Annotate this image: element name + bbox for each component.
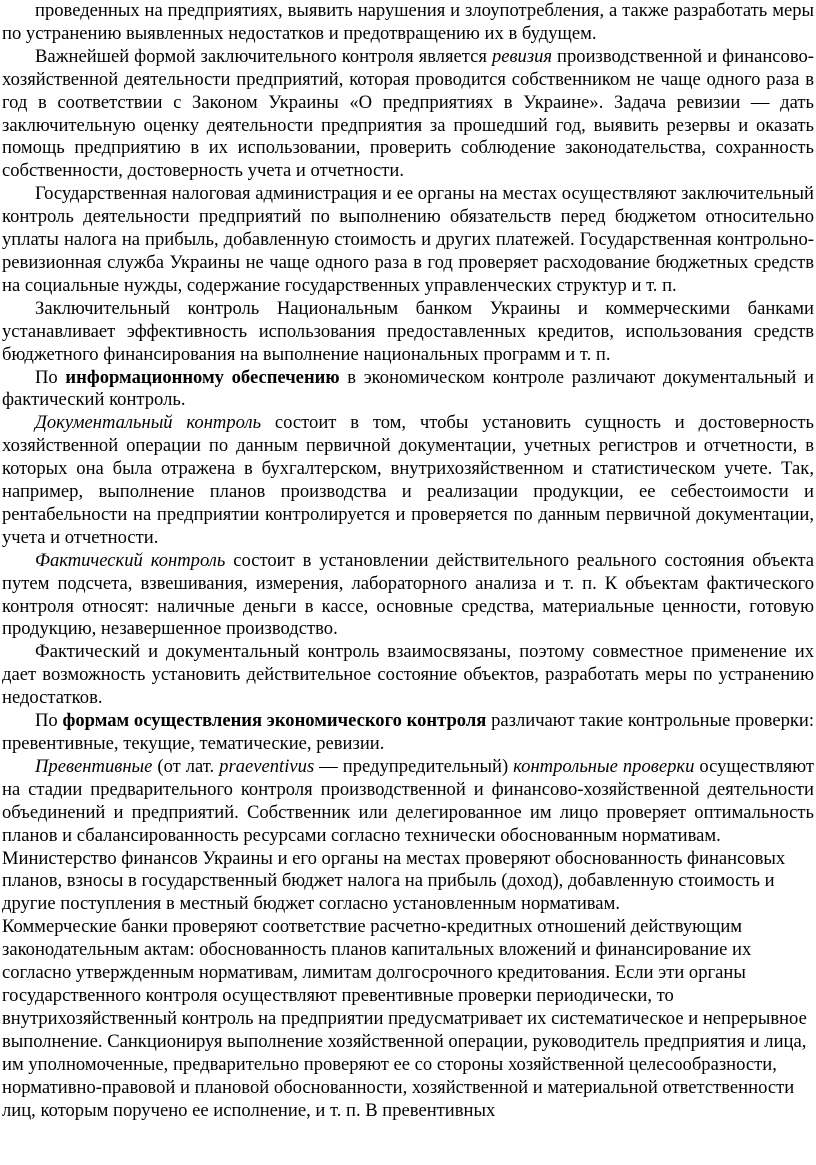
text-run: состоит в том, чтобы установить сущность и достоверность хозяйственной операции по данным первичной документации, учетных регистров и отчетности, в которых она была отражена в бухгалтерском, внутрихозяйственном и статистическом учете. Так, например, выполнение планов производства и реализации продукции, ее себестоимости и рентабельности на предприятии контролируется и проверяется по данным первичной документации, учета и отчетности. [2, 412, 814, 548]
paragraph-p8 [2, 710, 814, 756]
text-run: По [35, 710, 63, 732]
paragraph-p2 [2, 183, 814, 298]
text-run: Фактический и документальный контроль взаимосвязаны, поэтому совместное применение их дает возможность установить действительное состояние объектов, разработать меры по устранению недостатков. [2, 641, 814, 709]
italic-text-run: Фактический контроль [35, 549, 226, 571]
text-run: осуществляют на стадии предварительного контроля производственной и финансово-хозяйственной деятельности объединений и предприятий. Собственник или делегированное им лицо проверяет оптимальность планов и сбалансированность ресурсами согласно технически обоснованным нормативам. [2, 755, 814, 846]
paragraph-p3 [2, 298, 814, 367]
text-run: состоит в установлении действительного реального состояния объекта путем подсчета, взвешивания, измерения, лабораторного анализа и т. п. К объектам фактического контроля относят: наличные деньги в кассе, основные средства, материальные ценности, готовую продукцию, незавершенное производство. [2, 549, 814, 640]
italic-text-run: Документальный контроль [35, 412, 262, 434]
bold-text-run: формам осуществления экономического контроля [62, 710, 487, 732]
text-run: проведенных на предприятиях, выявить нарушения и злоупотребления, а также разработать меры по устранению выявленных недостатков и предотвращению их в будущем. [2, 0, 814, 44]
text-run: Государственная налоговая администрация и ее органы на местах осуществляют заключительный контроль деятельности предприятий по выполнению обязательств перед бюджетом относительно уплаты налога на прибыль, добавленную стоимость и других платежей. Государственная контрольно-ревизионная служба Украины не чаще одного раза в год проверяет расходование бюджетных средств на социальные нужды, содержание государственных управленческих структур и т. п. [2, 183, 814, 296]
document-body [2, 0, 814, 1122]
text-run: — предупредительный) [314, 755, 514, 777]
paragraph-p4 [2, 367, 814, 413]
italic-text-run: Превентивные [35, 755, 153, 777]
italic-text-run: ревизия [491, 45, 553, 67]
paragraph-p7 [2, 641, 814, 710]
italic-text-run: контрольные проверки [513, 755, 695, 777]
paragraph-p9 [2, 756, 814, 848]
text-run: Заключительный контроль Национальным банком Украины и коммерческими банками устанавливает эффективность использования предоставленных кредитов, использования средств бюджетного финансирования на выполнение национальных программ и т. п. [2, 297, 814, 365]
text-run: Коммерческие банки проверяют соответствие расчетно-кредитных отношений действующим законодательным актам: обоснованность планов капитальных вложений и финансирование их согласно утвержденным нормативам, лимитам долгосрочного кредитования. Если эти органы государственного контроля осуществляют превентивные проверки периодически, то внутрихозяйственный контроль на предприятии предусматривает их систематическое и непрерывное выполнение. Санкционируя выполнение хозяйственной операции, руководитель предприятия и лица, им уполномоченные, предварительно проверяют ее со стороны хозяйственной целесообразности, нормативно-правовой и плановой обоснованности, хозяйственной и материальной ответственности лиц, которым поручено ее исполнение, и т. п. В превентивных [2, 916, 807, 1121]
text-run: различают такие контрольные проверки: превентивные, текущие, тематические, ревизии. [2, 710, 815, 754]
paragraph-p10 [2, 848, 814, 917]
paragraph-p11 [2, 916, 814, 1122]
paragraph-p6 [2, 550, 814, 642]
text-run: производственной и финансово-хозяйственной деятельности предприятий, которая проводится собственником не чаще одного раза в год в соответствии с Законом Украины «О предприятиях в Украине». Задача ревизии — дать заключительную оценку деятельности предприятия за прошедший год, выявить резервы и оказать помощь предприятию в их использовании, проверить соблюдение законодательства, сохранность собственности, достоверность учета и отчетности. [2, 45, 814, 182]
bold-text-run: информационному обеспечению [65, 366, 340, 388]
text-run: в экономическом контроле различают документальный и фактический контроль. [2, 366, 814, 411]
paragraph-p5 [2, 412, 814, 549]
text-run: По [35, 366, 66, 388]
italic-text-run: praeventivus [219, 755, 315, 777]
paragraph-p1 [2, 46, 814, 183]
paragraph-p0 [2, 0, 814, 46]
text-run: Министерство финансов Украины и его органы на местах проверяют обоснованность финансовых планов, взносы в государственный бюджет налога на прибыль (доход), добавленную стоимость и другие поступления в местный бюджет согласно установленным нормативам. [2, 847, 786, 915]
text-run: (от лат. [152, 755, 220, 777]
text-run: Важнейшей формой заключительного контроля является [35, 45, 492, 67]
